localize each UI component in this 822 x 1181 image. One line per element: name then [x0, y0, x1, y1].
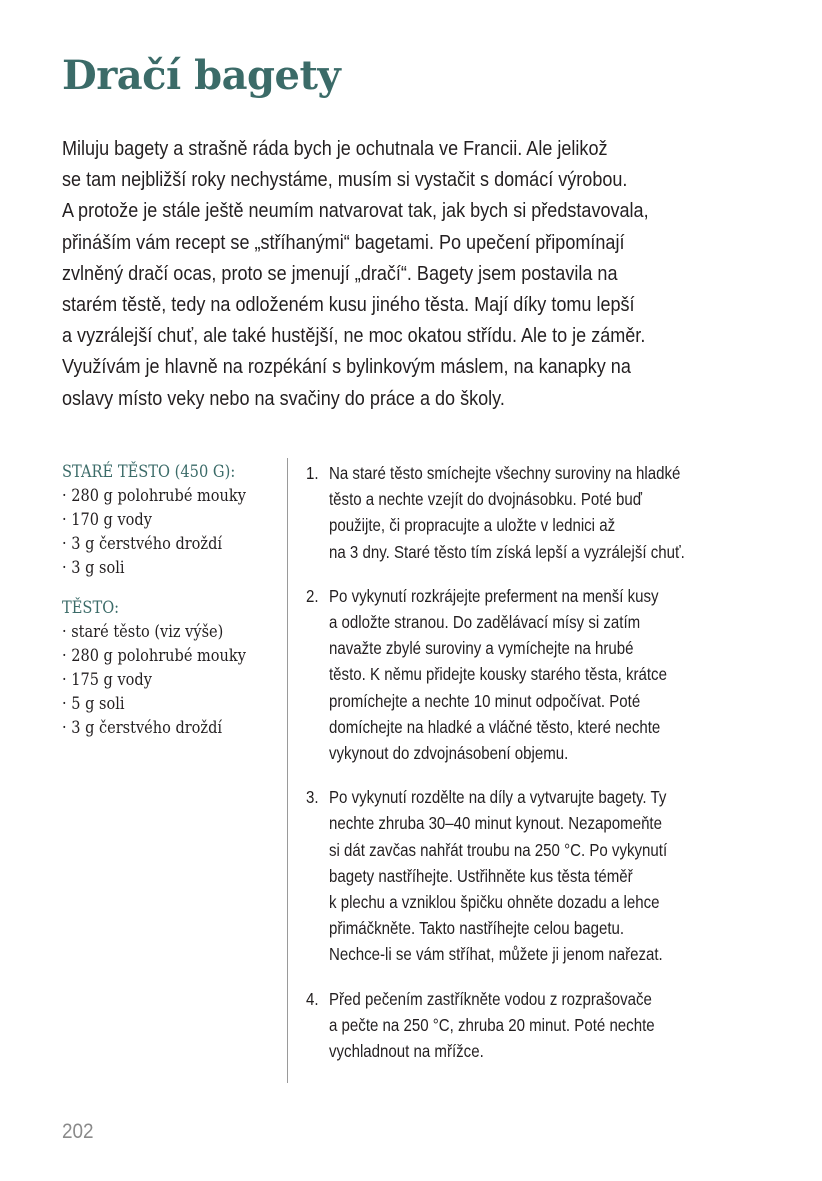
intro-line: Miluju bagety a strašně ráda bych je ochutnala ve Francii. Ale jelikož [62, 137, 608, 160]
step-text-line: Po vykynutí rozkrájejte preferment na menší kusy [329, 585, 659, 606]
section-spacer [62, 580, 282, 596]
step-text-line: Nechce-li se vám stříhat, můžete ji jenom nařezat. [329, 944, 663, 965]
step-text-line: vykynout do zdvojnásobení objemu. [329, 743, 569, 764]
ingredient-item: · staré těsto (viz výše) [62, 622, 224, 641]
step-text-line: Před pečením zastříkněte vodou z rozprašovače [329, 988, 652, 1009]
intro-line: starém těstě, tedy na odloženém kusu jiného těsta. Mají díky tomu lepší [62, 293, 635, 317]
instruction-steps [306, 460, 776, 1082]
step-text-line: a pečte na 250 °C, zhruba 20 minut. Poté nechte [329, 1014, 655, 1035]
intro-line: zvlněný dračí ocas, proto se jmenují „dračí“. Bagety jsem postavila na [62, 261, 618, 285]
step-text-line: vychladnout na mřížce. [329, 1041, 484, 1062]
ingredient-item: · 170 g vody [62, 510, 152, 529]
ingredient-item: · 3 g čerstvého droždí [62, 718, 223, 737]
step-number: 2. [306, 585, 319, 606]
dough-heading: TĚSTO: [62, 598, 120, 618]
step-text-line: Na staré těsto smíchejte všechny suroviny na hladké [329, 463, 681, 483]
step-text-line: použijte, či propracujte a uložte v lednici až [329, 515, 616, 536]
step-3 [306, 784, 776, 967]
intro-line: oslavy místo veky nebo na svačiny do práce a do školy. [62, 386, 505, 410]
step-text-line: si dát zavčas nahřát troubu na 250 °C. Po vykynutí [329, 839, 668, 860]
step-number: 1. [306, 463, 319, 483]
ingredient-item: · 5 g soli [62, 694, 125, 713]
ingredient-item: · 280 g polohrubé mouky [62, 646, 246, 665]
intro-paragraph [62, 133, 762, 414]
step-text-line: těsto a nechte vzejít do dvojnásobku. Poté buď [329, 489, 642, 510]
old-dough-ingredient-list [62, 484, 282, 580]
ingredient-item: · 175 g vody [62, 670, 152, 689]
page-title: Dračí bagety [62, 52, 341, 99]
dough-ingredient-list [62, 620, 282, 740]
step-text-line: přimáčkněte. Takto nastříhejte celou bagetu. [329, 918, 625, 939]
step-text-line: nechte zhruba 30–40 minut kynout. Nezapomeňte [329, 813, 662, 834]
step-text-line: k plechu a vzniklou špičku ohněte dozadu a lehce [329, 892, 660, 913]
intro-line: přináším vám recept se „stříhanými“ bagetami. Po upečení připomínají [62, 230, 625, 254]
step-text-line: promíchejte a nechte 10 minut odpočívat. Poté [329, 690, 641, 711]
ingredient-item: · 280 g polohrubé mouky [62, 486, 246, 505]
old-dough-heading: STARÉ TĚSTO (450 G): [62, 462, 236, 482]
intro-line: A protože je stále ještě neumím natvarovat tak, jak bych si představovala, [62, 199, 649, 223]
step-text-line: Po vykynutí rozdělte na díly a vytvarujte bagety. Ty [329, 787, 667, 808]
step-number: 4. [306, 988, 319, 1009]
step-text-line: navažte zbylé suroviny a vymíchejte na hrubé [329, 638, 634, 659]
step-4 [306, 986, 776, 1065]
intro-line: a vyzrálejší chuť, ale také hustější, ne moc okatou střídu. Ale to je záměr. [62, 324, 646, 348]
step-text-line: bagety nastříhejte. Ustřihněte kus těsta téměř [329, 865, 633, 886]
step-text-line: domíchejte na hladké a vláčné těsto, které nechte [329, 716, 661, 737]
step-text-line: a odložte stranou. Do zadělávací mísy si zatím [329, 612, 641, 633]
step-text-line: na 3 dny. Staré těsto tím získá lepší a vyzrálejší chuť. [329, 541, 685, 562]
step-1 [306, 460, 776, 565]
intro-line: se tam nejbližší roky nechystáme, musím si vystačit s domácí výrobou. [62, 168, 628, 192]
page-number: 202 [62, 1120, 94, 1143]
intro-line: Využívám je hlavně na rozpékání s bylinkovým máslem, na kanapky na [62, 355, 631, 379]
column-divider [287, 458, 288, 1083]
ingredient-item: · 3 g čerstvého droždí [62, 534, 223, 553]
ingredients-column [62, 460, 282, 740]
step-text-line: těsto. K němu přidejte kousky starého těsta, krátce [329, 664, 667, 685]
step-number: 3. [306, 787, 319, 808]
ingredient-item: · 3 g soli [62, 558, 125, 577]
step-2 [306, 583, 776, 766]
